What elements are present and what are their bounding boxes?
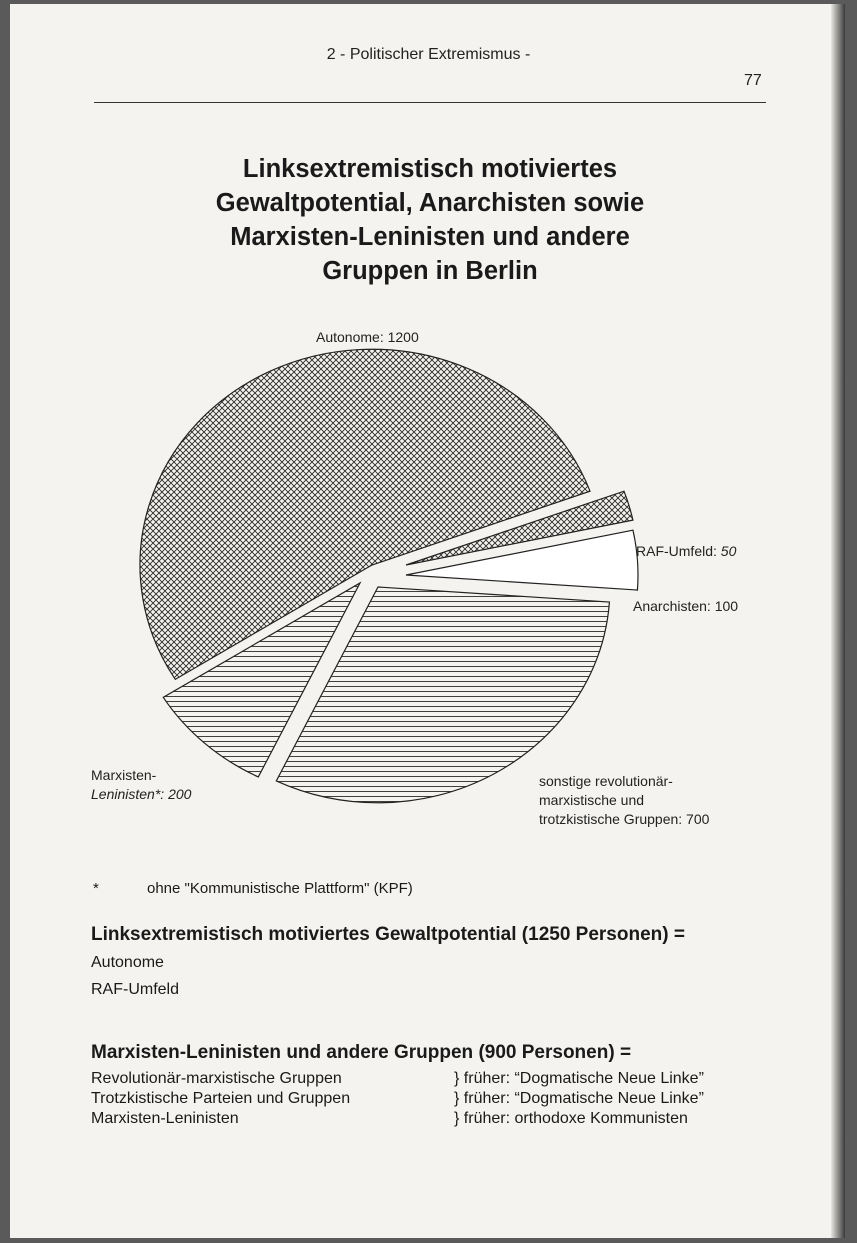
list-item: RAF-Umfeld	[91, 981, 180, 998]
group-note: } früher: orthodoxe Kommunisten	[454, 1110, 688, 1127]
list-item	[91, 1109, 688, 1129]
ml-label-name: Leninisten*:	[91, 786, 165, 802]
sonstige-label-line: sonstige revolutionär-	[539, 773, 673, 789]
chart-title: Linksextremistisch motiviertes Gewaltpotential, Anarchisten sowie Marxisten-Leninisten und andere Gruppen in Berlin	[215, 155, 645, 285]
group-note: } früher: “Dogmatische Neue Linke”	[454, 1090, 704, 1107]
raf-label-name: RAF-Umfeld:	[636, 543, 717, 559]
slice-label-raf-umfeld	[636, 542, 736, 561]
section-heading-gewaltpotential: Linksextremistisch motiviertes Gewaltpotential (1250 Personen) =	[91, 924, 685, 945]
ml-label-value: 200	[168, 786, 192, 802]
list-item: Autonome	[91, 954, 164, 971]
page-number: 77	[744, 72, 762, 89]
footnote-text: ohne "Kommunistische Plattform" (KPF)	[147, 880, 413, 897]
footnote-mark: *	[93, 880, 99, 897]
group-note: } früher: “Dogmatische Neue Linke”	[454, 1070, 704, 1087]
section-heading-marxisten-leninisten: Marxisten-Leninisten und andere Gruppen (900 Personen) =	[91, 1042, 632, 1063]
list-item	[91, 1089, 704, 1109]
group-name: Revolutionär-marxistische Gruppen	[91, 1070, 342, 1087]
sonstige-label-line: trotzkistische Gruppen: 700	[539, 811, 710, 827]
ml-label-line1: Marxisten-	[91, 767, 157, 783]
slice-label-autonome: Autonome: 1200	[316, 329, 419, 345]
footnote	[93, 880, 413, 897]
slice-label-anarchisten: Anarchisten: 100	[633, 598, 739, 614]
list-item	[91, 1069, 704, 1089]
sonstige-label-line: marxistische und	[539, 792, 645, 808]
group-name: Marxisten-Leninisten	[91, 1110, 239, 1127]
raf-label-value: 50	[720, 543, 737, 559]
slice-label-sonstige	[539, 772, 709, 829]
group-name: Trotzkistische Parteien und Gruppen	[91, 1090, 351, 1107]
slice-label-marxisten-leninisten	[91, 766, 191, 804]
running-header: 2 - Politischer Extremismus -	[326, 46, 531, 63]
